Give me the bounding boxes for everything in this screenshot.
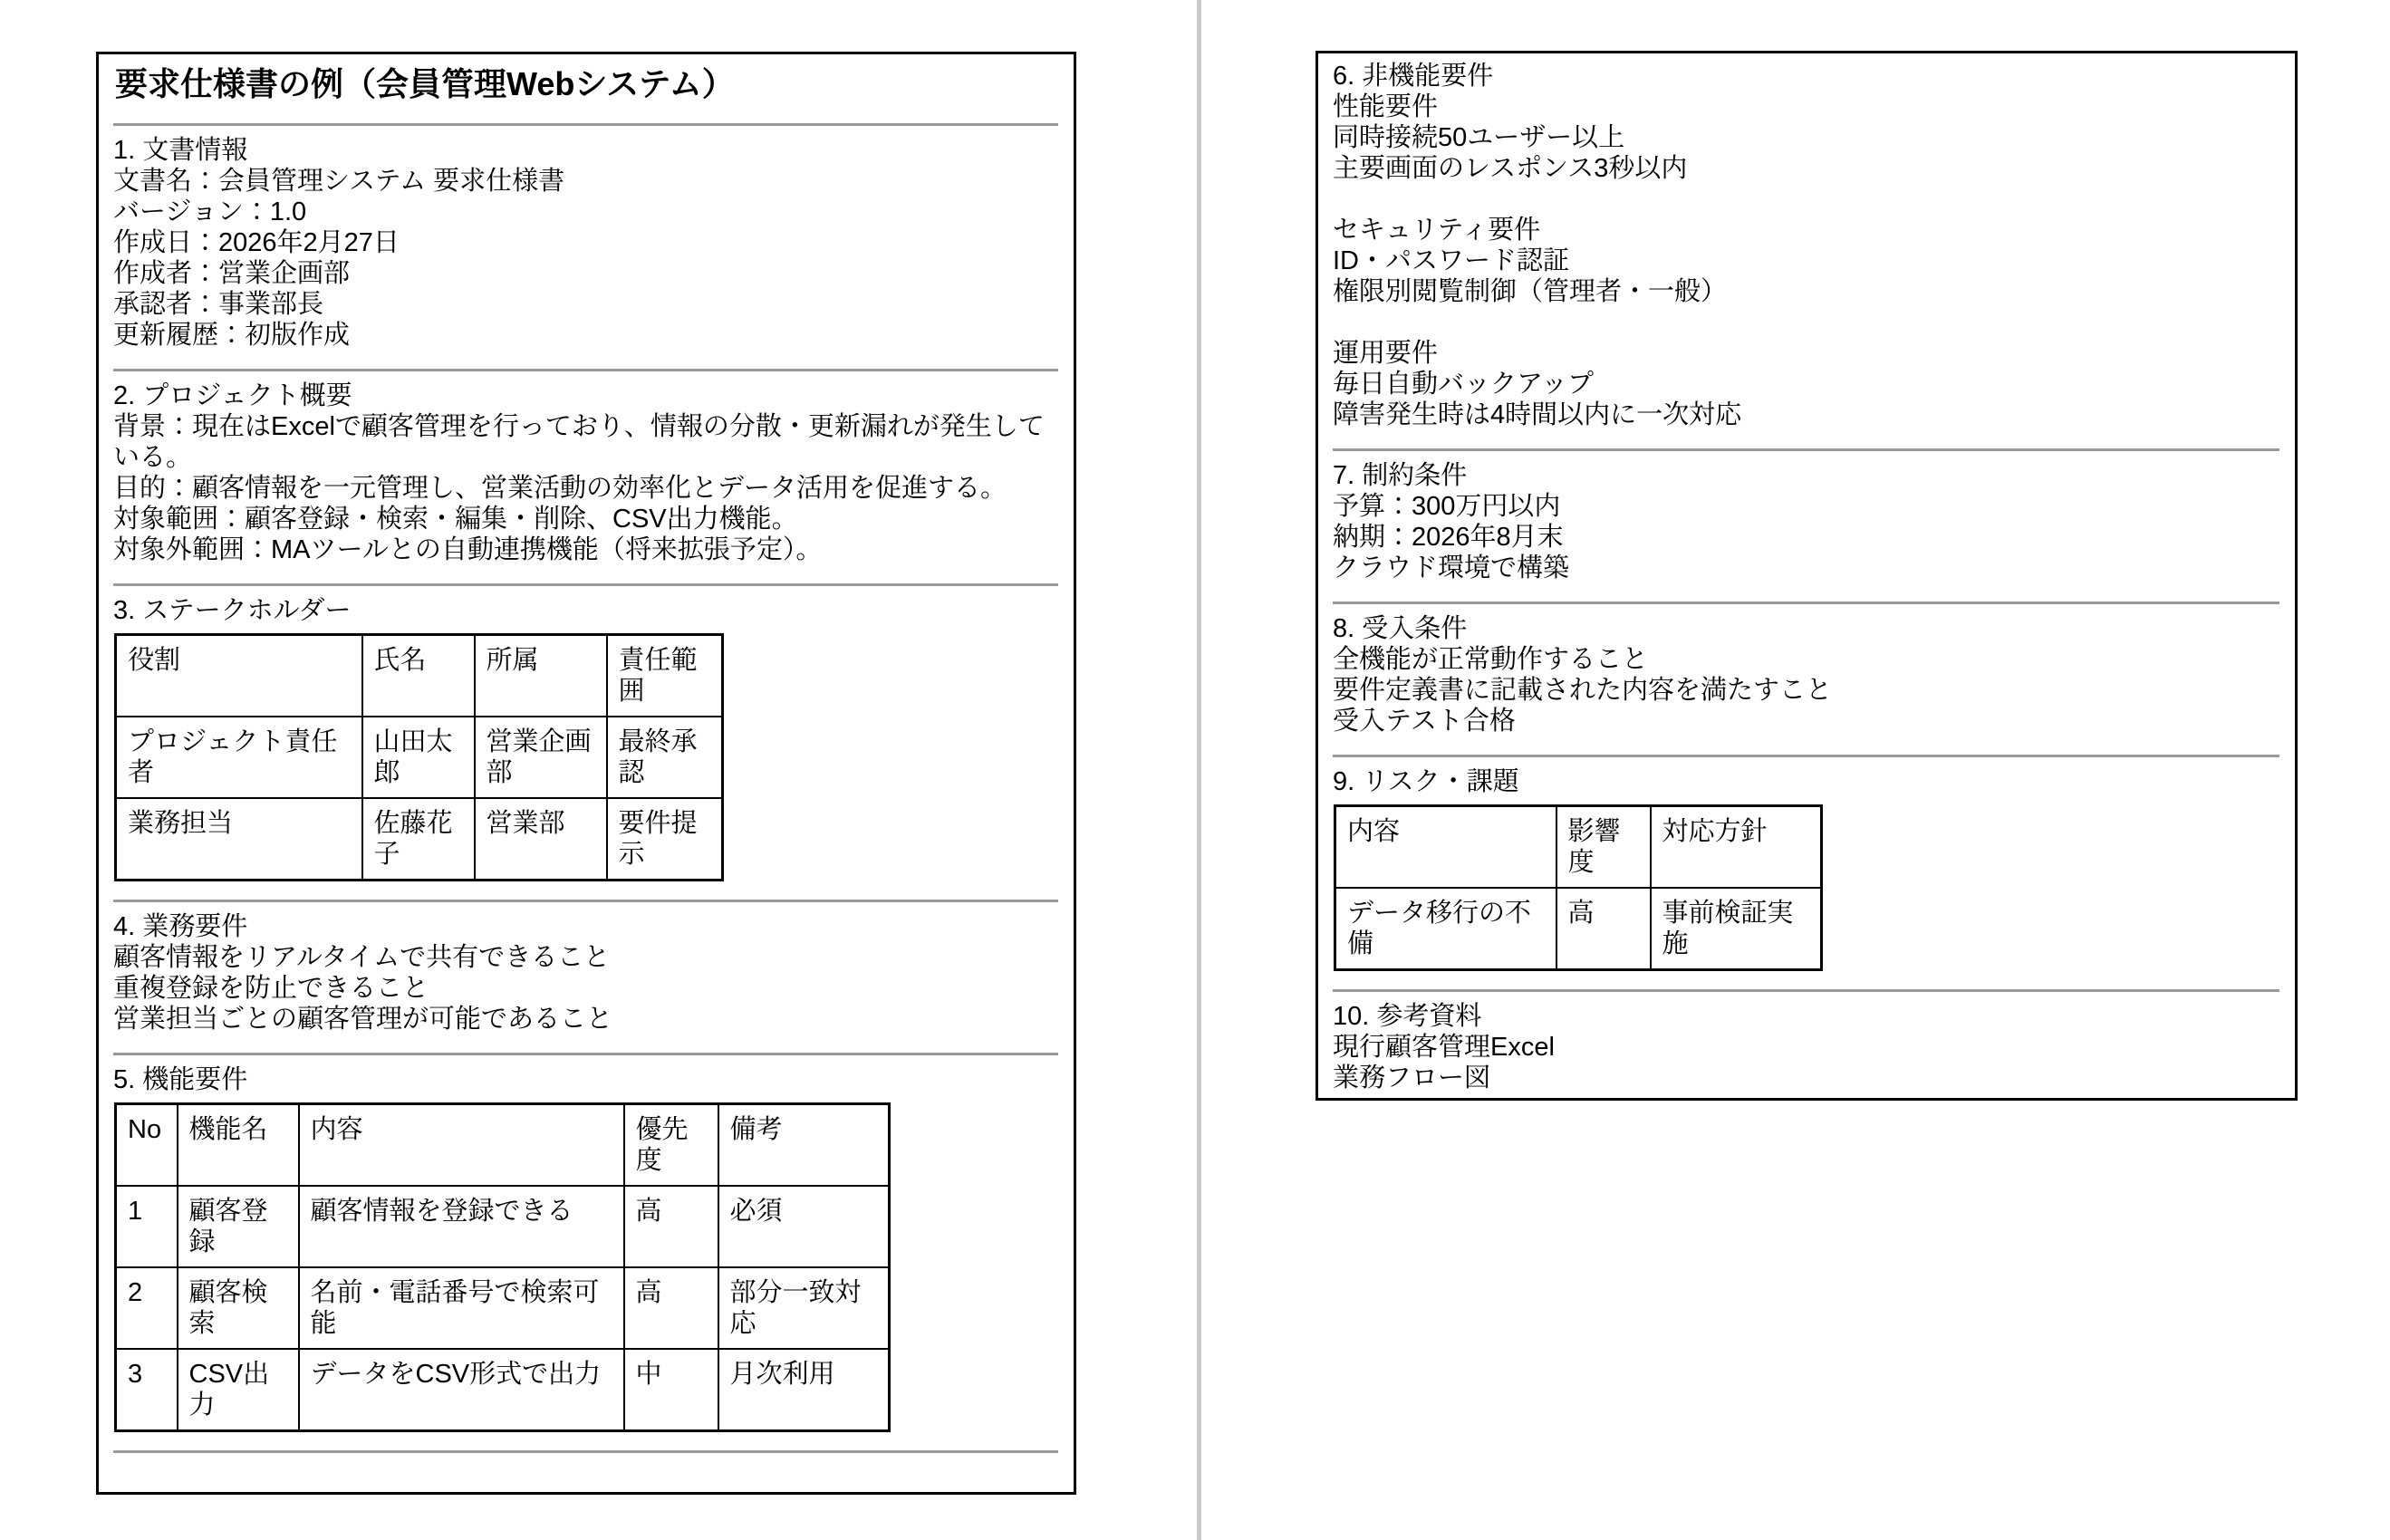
stakeholders-table bbox=[114, 633, 724, 881]
section-references bbox=[1333, 1001, 2280, 1093]
text-line: 業務フロー図 bbox=[1333, 1064, 1491, 1092]
section-heading: 2. プロジェクト概要 bbox=[113, 381, 352, 410]
section-business-requirements bbox=[113, 911, 1059, 1035]
table-header-row bbox=[116, 635, 723, 717]
text-line: クラウド環境で構築 bbox=[1333, 553, 1570, 582]
text-line: 全機能が正常動作すること bbox=[1333, 645, 1649, 674]
column-header: 氏名 bbox=[362, 635, 475, 717]
column-header: 内容 bbox=[1335, 806, 1556, 889]
table-cell: 名前・電話番号で検索可能 bbox=[299, 1267, 624, 1349]
section-rule bbox=[113, 1450, 1058, 1453]
section-document-info bbox=[113, 135, 1059, 351]
section-heading: 9. リスク・課題 bbox=[1333, 767, 1519, 796]
page-right bbox=[1315, 51, 2298, 1101]
section-rule bbox=[113, 1053, 1058, 1055]
table-row bbox=[116, 1267, 890, 1349]
column-header: 備考 bbox=[718, 1104, 890, 1187]
table-cell: 高 bbox=[624, 1186, 718, 1267]
text-line: セキュリティ要件 bbox=[1333, 216, 1541, 245]
table-cell: 要件提示 bbox=[607, 798, 723, 881]
table-row bbox=[116, 1186, 890, 1267]
table-cell: 佐藤花子 bbox=[362, 798, 475, 881]
text-line: 更新履歴：初版作成 bbox=[113, 321, 351, 350]
table-cell: 顧客検索 bbox=[178, 1267, 299, 1349]
column-header: 責任範囲 bbox=[607, 635, 723, 717]
document-title: 要求仕様書の例（会員管理Webシステム） bbox=[115, 65, 735, 102]
table-row bbox=[116, 717, 723, 798]
table-cell: データをCSV形式で出力 bbox=[299, 1349, 624, 1431]
section-heading: 3. ステークホルダー bbox=[113, 596, 352, 625]
section-stakeholders bbox=[113, 595, 1059, 881]
section-heading: 5. 機能要件 bbox=[113, 1065, 248, 1094]
text-line: 対象範囲：顧客登録・検索・編集・削除、CSV出力機能。 bbox=[113, 505, 798, 534]
section-heading: 10. 参考資料 bbox=[1333, 1002, 1482, 1031]
text-line: 背景：現在はExcelで顧客管理を行っており、情報の分散・更新漏れが発生している。 bbox=[113, 412, 1045, 472]
table-cell: 営業部 bbox=[475, 798, 607, 881]
risks-table bbox=[1334, 804, 1823, 971]
text-line: 現行顧客管理Excel bbox=[1333, 1033, 1555, 1062]
table-row bbox=[116, 1349, 890, 1431]
table-cell: 月次利用 bbox=[718, 1349, 890, 1431]
section-rule bbox=[1333, 755, 2279, 757]
text-line: 納期：2026年8月末 bbox=[1333, 523, 1564, 552]
text-line: 受入テスト合格 bbox=[1333, 707, 1516, 736]
page-left bbox=[96, 52, 1076, 1495]
text-line: 運用要件 bbox=[1333, 339, 1439, 368]
text-line: 主要画面のレスポンス3秒以内 bbox=[1333, 154, 1688, 183]
section-rule bbox=[113, 900, 1058, 902]
table-cell: 営業企画部 bbox=[475, 717, 607, 798]
column-header: 優先度 bbox=[624, 1104, 718, 1187]
section-heading: 4. 業務要件 bbox=[113, 912, 248, 941]
table-cell: 業務担当 bbox=[116, 798, 362, 881]
column-header: 機能名 bbox=[178, 1104, 299, 1187]
page-divider bbox=[1197, 0, 1201, 1540]
table-cell: 必須 bbox=[718, 1186, 890, 1267]
section-functional-requirements bbox=[113, 1064, 1059, 1432]
text-line: 文書名：会員管理システム 要求仕様書 bbox=[113, 167, 565, 196]
table-cell: 1 bbox=[116, 1186, 178, 1267]
column-header: 対応方針 bbox=[1651, 806, 1822, 889]
text-line: 顧客情報をリアルタイムで共有できること bbox=[113, 943, 611, 972]
table-row bbox=[1335, 888, 1822, 970]
text-line: 権限別閲覧制御（管理者・一般） bbox=[1333, 277, 1728, 306]
text-line: バージョン：1.0 bbox=[113, 197, 307, 226]
section-acceptance-criteria bbox=[1333, 613, 2280, 736]
table-cell: 高 bbox=[624, 1267, 718, 1349]
table-cell: 顧客登録 bbox=[178, 1186, 299, 1267]
column-header: 役割 bbox=[116, 635, 362, 717]
column-header: 所属 bbox=[475, 635, 607, 717]
text-line: 営業担当ごとの顧客管理が可能であること bbox=[113, 1005, 613, 1034]
table-cell: 部分一致対応 bbox=[718, 1267, 890, 1349]
table-cell: CSV出力 bbox=[178, 1349, 299, 1431]
table-cell: 高 bbox=[1556, 888, 1651, 970]
section-heading: 8. 受入条件 bbox=[1333, 614, 1468, 643]
section-rule bbox=[1333, 602, 2279, 604]
text-line: 障害発生時は4時間以内に一次対応 bbox=[1333, 400, 1742, 429]
section-risks bbox=[1333, 766, 2280, 971]
text-line: ID・パスワード認証 bbox=[1333, 246, 1570, 275]
text-line: 性能要件 bbox=[1333, 92, 1439, 121]
table-cell: 顧客情報を登録できる bbox=[299, 1186, 624, 1267]
text-line: 作成者：営業企画部 bbox=[113, 259, 351, 288]
section-heading: 7. 制約条件 bbox=[1333, 461, 1468, 490]
text-line: 対象外範囲：MAツールとの自動連携機能（将来拡張予定）。 bbox=[113, 535, 823, 564]
section-constraints bbox=[1333, 460, 2280, 583]
table-row bbox=[116, 798, 723, 881]
functional-requirements-table bbox=[114, 1102, 891, 1432]
section-rule bbox=[1333, 989, 2279, 992]
table-header-row bbox=[1335, 806, 1822, 889]
section-rule bbox=[113, 123, 1058, 126]
text-line: 要件定義書に記載された内容を満たすこと bbox=[1333, 676, 1833, 705]
table-cell: 2 bbox=[116, 1267, 178, 1349]
text-line: 予算：300万円以内 bbox=[1333, 492, 1561, 521]
text-line: 承認者：事業部長 bbox=[113, 290, 324, 319]
text-line: 目的：顧客情報を一元管理し、営業活動の効率化とデータ活用を促進する。 bbox=[113, 474, 1007, 503]
table-header-row bbox=[116, 1104, 890, 1187]
column-header: 影響度 bbox=[1556, 806, 1651, 889]
blank-line bbox=[1333, 307, 2280, 338]
section-heading: 1. 文書情報 bbox=[113, 136, 248, 165]
table-cell: 3 bbox=[116, 1349, 178, 1431]
section-rule bbox=[113, 583, 1058, 586]
section-rule bbox=[113, 369, 1058, 371]
text-line: 同時接続50ユーザー以上 bbox=[1333, 123, 1625, 152]
table-cell: データ移行の不備 bbox=[1335, 888, 1556, 970]
table-cell: プロジェクト責任者 bbox=[116, 717, 362, 798]
section-project-overview bbox=[113, 380, 1059, 565]
table-cell: 中 bbox=[624, 1349, 718, 1431]
column-header: 内容 bbox=[299, 1104, 624, 1187]
text-line: 重複登録を防止できること bbox=[113, 974, 429, 1003]
section-nonfunctional-requirements bbox=[1333, 61, 2280, 430]
table-cell: 山田太郎 bbox=[362, 717, 475, 798]
section-heading: 6. 非機能要件 bbox=[1333, 62, 1494, 91]
section-rule bbox=[1333, 448, 2279, 451]
text-line: 毎日自動バックアップ bbox=[1333, 370, 1594, 399]
table-cell: 事前検証実施 bbox=[1651, 888, 1822, 970]
table-cell: 最終承認 bbox=[607, 717, 723, 798]
column-header: No bbox=[116, 1104, 178, 1187]
text-line: 作成日：2026年2月27日 bbox=[113, 228, 400, 257]
blank-line bbox=[1333, 184, 2280, 215]
